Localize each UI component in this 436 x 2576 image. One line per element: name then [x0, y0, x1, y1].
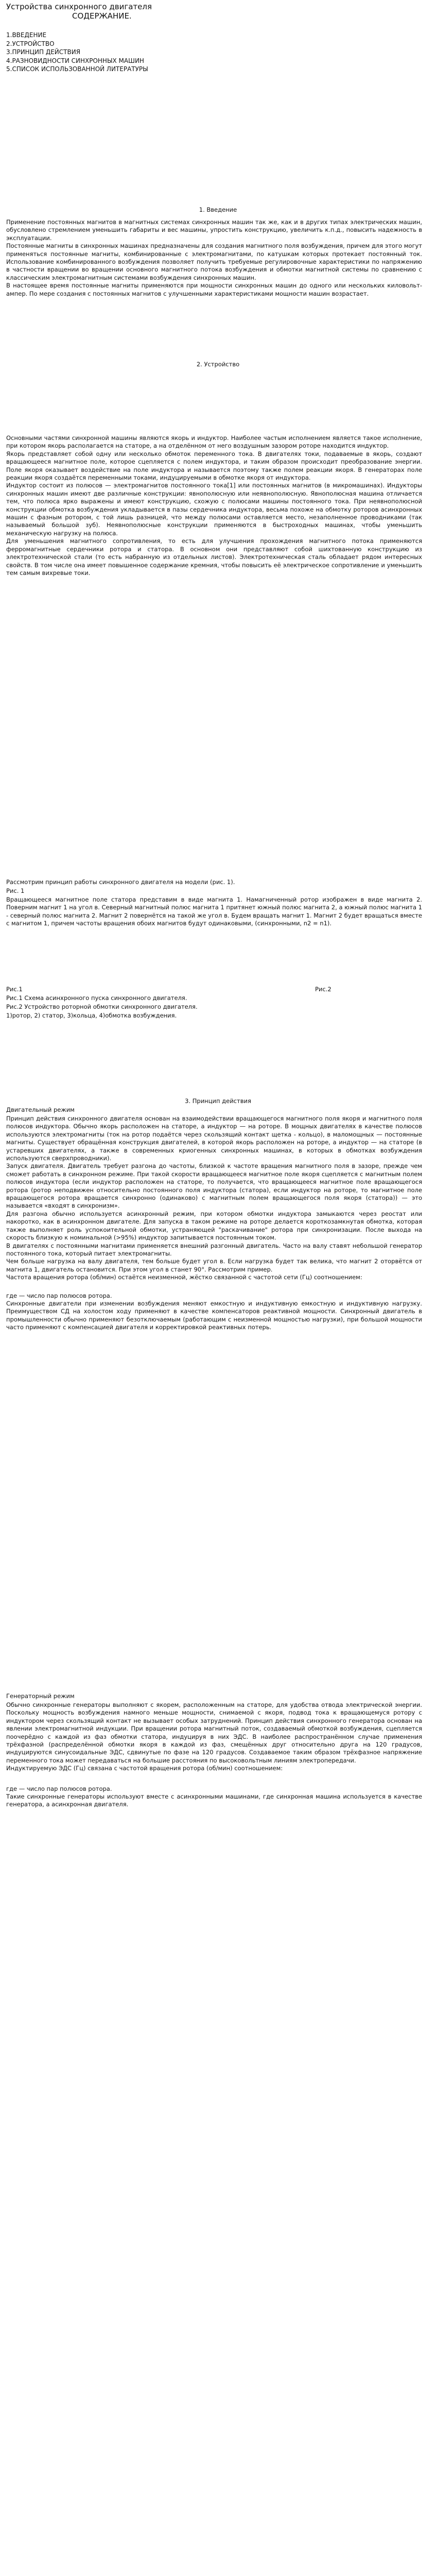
paragraph: Такие синхронные генераторы используют вместе с асинхронными машинами, где синхронная машина используется в качестве генератора, а асинхронная двигателя.	[6, 1793, 422, 1808]
section-body	[6, 1701, 422, 1809]
figure-label: Рис. 1	[6, 887, 25, 894]
paragraph: Принцип действия синхронного двигателя основан на взаимодействии вращающегося магнитного поля якоря и магнитного поля полюсов индуктора. Обычно якорь расположен на статоре, а индуктор — на роторе. В мощных двигателях в качестве полюсов используются электромагниты (ток на ротор подаётся через скользящий контакт щетка - кольцо), в маломощных — постоянные магниты. Существует обращённая конструкция двигателей, в которой якорь расположен на роторе, а индуктор — на статоре (в устаревших двигателях, а также в современных криогенных синхронных машинах, в которых в обмотках возбуждения используются сверхпроводники).	[6, 1115, 422, 1162]
subheading: Генераторный режим	[6, 1692, 75, 1700]
subheading: Двигательный режим	[6, 1106, 75, 1113]
paragraph: Якорь представляет собой одну или несколько обмоток переменного тока. В двигателях токи, подаваемые в якорь, создают вращающееся магнитное поле, которое сцепляется с полем индуктора, и таким образом происходит преобразование энергии. Поле якоря оказывает воздействие на поле индуктора и называется поэтому также полем реакции якоря. В генераторах поле реакции якоря создаётся переменными токами, индуцируемыми в обмотке якоря от индуктора.	[6, 450, 422, 482]
section-heading: 1. Введение	[199, 206, 237, 213]
section-body	[6, 434, 422, 577]
paragraph: Обычно синхронные генераторы выполняют с якорем, расположенным на статоре, для удобства отвода электрической энергии. Поскольку мощность возбуждения намного меньше мощности, снимаемой с якоря, подвод тока к вращающемуся ротору с индуктором через скользящий контакт не вызывает особых затруднений. Принцип действия синхронного генератора основан на явлении электромагнитной индукции. При вращении ротора магнитный поток, создаваемый обмоткой возбуждения, сцепляется поочерёдно с каждой из фаз обмотки статора, индуцируя в них ЭДС. В наиболее распространённом случае применения трёхфазной (распределённой обмотки якоря в каждой из фаз, смещённых друг относительно друга на 120 градусов, индуцируются синусоидальные ЭДС, сдвинутые по фазе на 120 градусов. Создаваемое таким образом трёхфазное напряжение переменного тока может передаваться на большие расстояния по высоковольтным линиям электропередачи.	[6, 1701, 422, 1764]
figure-caption: Рис.2 Устройство роторной обмотки синхронного двигателя.	[6, 1003, 198, 1010]
toc-item: 2.УСТРОЙСТВО	[6, 40, 55, 47]
paragraph: Применение постоянных магнитов в магнитных системах синхронных машин так же, как и в других типах электрических машин, обусловлено стремлением уменьшить габариты и вес машины, упростить конструкцию, увеличить к.п.д., повысить надежность в эксплуатации.	[6, 218, 422, 242]
section-heading: 3. Принцип действия	[185, 1097, 251, 1105]
toc-item: 5.СПИСОК ИСПОЛЬЗОВАННОЙ ЛИТЕРАТУРЫ	[6, 65, 148, 73]
figure-items: 1)ротор, 2) статор, 3)кольца, 4)обмотка возбуждения.	[6, 1012, 177, 1019]
figure-labels	[6, 986, 422, 993]
paragraph: Запуск двигателя. Двигатель требует разгона до частоты, близкой к частоте вращения магнитного поля в зазоре, прежде чем сможет работать в синхронном режиме. При такой скорости вращающееся магнитное поле якоря сцепляется с магнитным полем полюсов индуктора (если индуктор расположен на статоре, то получается, что вращающееся магнитное поле вращающегося ротора (ротор неподвижен относительно постоянного поля индуктора (статора), если индуктор на роторе, то магнитное поле вращающегося ротора вращается синхронно (одинаково) с магнитным полем вращающегося поля якоря (статора)) — это называется «входят в синхронизм».	[6, 1162, 422, 1210]
paragraph: Для разгона обычно используется асинхронный режим, при котором обмотки индуктора замыкаются через реостат или накоротко, как в асинхронном двигателе. Для запуска в таком режиме на роторе делается короткозамкнутая обмотка, которая также выполняет роль успокоительной обмотки, устраняющей "раскачивание" ротора при синхронизации. После выхода на скорость близкую к номинальной (>95%) индуктор запитывается постоянным током.	[6, 1210, 422, 1242]
paragraph: Чем больше нагрузка на валу двигателя, тем больше будет угол в. Если нагрузка будет так велика, что магнит 2 оторвётся от магнита 1, двигатель остановится. При этом угол в станет 90°. Рассмотрим пример.	[6, 1258, 422, 1273]
paragraph: Рассмотрим принцип работы синхронного двигателя на модели (рис. 1).	[6, 878, 235, 886]
figure-label: Рис.1	[6, 986, 23, 993]
section-body	[6, 1115, 422, 1332]
paragraph: В двигателях с постоянными магнитами применяется внешний разгонный двигатель. Часто на валу ставят небольшой генератор постоянного тока, который питает электромагниты.	[6, 1242, 422, 1257]
paragraph: Для уменьшения магнитного сопротивления, то есть для улучшения прохождения магнитного потока применяются ферромагнитные сердечники ротора и статора. В основном они представляют собой шихтованную конструкцию из электротехнической стали (то есть набранную из отдельных листов). Электротехническая сталь обладает рядом интересных свойств. В том числе она имеет повышенное содержание кремния, чтобы повысить её электрическое сопротивление и уменьшить тем самым вихревые токи.	[6, 537, 422, 577]
paragraph: Синхронные двигатели при изменении возбуждения меняют емкостную и индуктивную емкостную и индуктивную нагрузку. Преимуществом СД на холостом ходу применяют в качестве компенсаторов реактивной мощности. Синхронный двигатель в промышленности обычно применяют безотключаемым (работающим с неизменной мощностью нагрузки), при большой мощности часто применяют с компенсацией двигателя и корректировкой реактивных потерь.	[6, 1299, 422, 1331]
title-main: Устройства синхронного двигателя	[6, 2, 152, 11]
figure-caption: Рис.1 Схема асинхронного пуска синхронного двигателя.	[6, 994, 187, 1002]
paragraph: В настоящее время постоянные магниты применяются при мощности синхронных машин до одного или нескольких киловольт-ампер. По мере создания с постоянных магнитов с улучшенными характеристиками мощности машин возрастает.	[6, 282, 422, 297]
paragraph: где — число пар полюсов ротора.	[6, 1292, 112, 1299]
title-sub: СОДЕРЖАНИЕ.	[72, 11, 132, 21]
toc-item: 3.ПРИНЦИП ДЕЙСТВИЯ	[6, 48, 81, 56]
paragraph: Постоянные магниты в синхронных машинах предназначены для создания магнитного поля возбуждения, причем для этого могут применяться постоянные магниты, комбинированные с электромагнитами, по катушкам которых протекает постоянный ток. Использование комбинированного возбуждения позволяет получить требуемые регулировочные характеристики по напряжению в частности вращении во вращении основного магнитного потока возбуждения и обмотки магнитной системы по сравнению с классическим электромагнитным системами возбуждения синхронных машин.	[6, 242, 422, 281]
paragraph: Индуктируемую ЭДС (Гц) связана с частотой вращения ротора (об/мин) соотношением:	[6, 1765, 283, 1772]
table-of-contents	[6, 31, 148, 74]
paragraph: Частота вращения ротора (об/мин) остаётся неизменной, жёстко связанной с частотой сети (Гц) соотношением:	[6, 1274, 362, 1281]
section-heading: 2. Устройство	[196, 361, 240, 368]
paragraph: Индуктор состоит из полюсов — электромагнитов постоянного тока[1] или постоянных магнитов (в микромашинах). Индукторы синхронных машин имеют две различные конструкции: явнополюсную или неявнополюсную. Явнополюсная машина отличается тем, что полюса ярко выражены и имеют конструкцию, схожую с полюсами машины постоянного тока. При неявнополюсной конструкции обмотка возбуждения укладывается в пазы сердечника индуктора, весьма похоже на обмотку роторов асинхронных машин с фазным ротором, с той лишь разницей, что между полюсами оставляется место, незаполненное проводниками (так называемый большой зуб). Неявнополюсные конструкции применяются в быстроходных машинах, чтобы уменьшить механическую нагрузку на полюса.	[6, 482, 422, 537]
toc-item: 4.РАЗНОВИДНОСТИ СИНХРОННЫХ МАШИН	[6, 57, 144, 64]
toc-item: 1.ВВЕДЕНИЕ	[6, 31, 47, 39]
paragraph: Вращающееся магнитное поле статора представим в виде магнита 1. Намагниченный ротор изображен в виде магнита 2. Поверним магнит 1 на угол в. Северный магнитный полюс магнита 1 притянет южный полюс магнита 2, а южный полюс магнита 1 - северный полюс магнита 2. Магнит 2 повернётся на такой же угол в. Будем вращать магнит 1. Магнит 2 будет вращаться вместе с магнитом 1, причем частоты вращения обоих магнитов будут одинаковыми, (синхронными, n2 = n1).	[6, 896, 422, 927]
section-body	[6, 218, 422, 298]
document-title	[6, 2, 152, 21]
figure-label: Рис.2	[315, 986, 332, 993]
paragraph: Основными частями синхронной машины являются якорь и индуктор. Наиболее частым исполнением является такое исполнение, при котором якорь располагается на статоре, а на отделённом от него воздушным зазором роторе находится индуктор.	[6, 434, 422, 450]
paragraph: где — число пар полюсов ротора.	[6, 1785, 112, 1792]
